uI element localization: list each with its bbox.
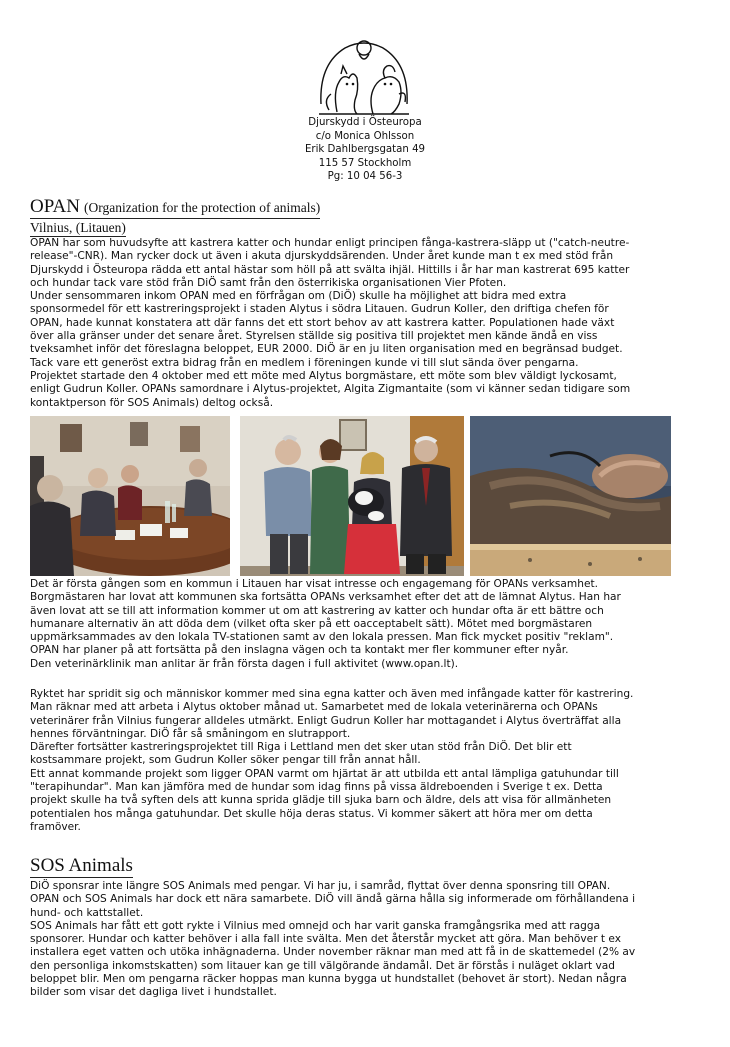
group-with-dog-photo [240,416,464,576]
text-line: kontaktperson för SOS Animals) deltog också. [30,396,274,409]
text-line: enligt Gudrun Koller. OPANs samordnare i Alytus-projektet, Algita Zigmantaite (som vi känner sedan tidigare som [30,383,631,396]
opan-paragraph-1 [30,237,702,410]
text-line: OPAN har som huvudsyfte att kastrera katter och hundar enligt principen fånga-kastrera-släpp ut ("catch-neutre- [30,237,630,249]
letterhead-line: Erik Dahlbergsgatan 49 [304,144,426,156]
text-line: framöver. [30,820,81,833]
text-line: installera eget vatten och utöka inhägnaderna. Under november räknar man med att få in de skattemedel (2% av [30,946,636,959]
text-line: Djurskydd i Östeuropa rädda ett antal hästar som höll på att svälta ihjäl. Hittills i år har man kastrerat 695 katter [30,263,630,276]
sos-paragraph-1 [30,880,702,1000]
text-line: projekt skulle ha två syften dels att kunna sprida glädje till sjuka barn och äldre, dels att visa för allmänheten [30,794,612,807]
opan-subtitle: (Organization for the protection of animals) [84,200,321,215]
text-line: tveksamhet inför det föreslagna beloppet, EUR 2000. DiÖ är en ju liten organisation med en begränsad budget. [30,343,623,356]
letterhead-address [250,116,480,184]
sos-title: SOS Animals [30,855,133,876]
text-line: uppmärksammades av den lokala TV-stationen samt av den lokala pressen. Man fick mycket positiv "reklam". [30,631,614,644]
text-line: potentialen hos många gatuhundar. Det skulle höja deras status. Vi kommer säkert att höra mer om detta [30,807,593,820]
text-line: "terapihundar". Man kan jämföra med de hundar som idag finns på vissa äldreboenden i Sverige t ex. Detta [30,781,603,794]
text-line: sponsormedel för ett kastreringsprojekt i staden Alytus i södra Litauen. Gudrun Koller, den driftiga chefen för [30,303,609,316]
opan-paragraph-2 [30,578,702,671]
text-line: veterinärer från Vilnius fungerar alldeles utmärkt. Enligt Gudrun Koller har mottagandet i Alytus överträffat alla [30,714,622,727]
text-line: humanare alternativ än att döda dem (vilket ofta sker på ett oacceptabelt sätt). Mötet med borgmästaren [30,617,593,630]
text-line: release"-CNR). Man rycker dock ut även i akuta djurskyddsärenden. Under året kunde man t ex med stöd från [30,250,614,263]
text-line: Tack vare ett generöst extra bidrag från en medlem i föreningen kunde vi till slut sända över pengarna. [30,356,579,369]
opan-heading [30,197,320,219]
sos-heading [30,856,133,878]
cat-and-dog-logo-icon [315,34,413,118]
text-line: Under sensommaren inkom OPAN med en förfrågan om (DiÖ) skulle ha möjlighet att bidra med extra [30,290,567,303]
text-line: kostsammare projekt, som Gudrun Koller söker pengar till från annat håll. [30,754,421,767]
text-line: DiÖ sponsrar inte längre SOS Animals med pengar. Vi har ju, i samråd, flyttat över denna sponsring till OPAN. [30,880,611,892]
text-line: och hundar tack vare stöd från DiÖ samt från den österrikiska organisationen Vier Pfoten. [30,276,507,289]
text-line: sponsorer. Hundar och katter behöver i alla fall inte svälta. Men det återstår mycket att göra. Man behöver t ex [30,933,622,946]
text-line: över alla gränser under det senare året. Styrelsen ställde sig positiva till projektet men kände ändå en viss [30,330,598,343]
text-line: Därefter fortsätter kastreringsprojektet till Riga i Lettland men det sker utan stöd från DiÖ. Det blir ett [30,741,572,754]
text-line: hund- och kattstallet. [30,906,144,919]
text-line: även lovat att se till att information kommer ut om att kastrering av katter och hundar ofta är ett bättre och [30,604,604,617]
text-line: Ett annat kommande projekt som ligger OPAN varmt om hjärtat är att utbilda ett antal lämpliga gatuhundar till [30,767,619,780]
opan-title: OPAN [30,196,80,217]
letterhead-line: 115 57 Stockholm [318,157,412,169]
text-line: OPAN och SOS Animals har dock ett nära samarbete. DiÖ vill ändå gärna hålla sig informerade om förhållandena i [30,893,636,906]
text-line: OPAN har planer på att fortsätta på den inslagna vägen och ta kontakt mer fler kommuner efter nyår. [30,644,569,657]
text-line: Det är första gången som en kommun i Litauen har visat intresse och engagemang för OPANs verksamhet. [30,578,598,590]
opan-paragraph-3 [30,688,702,834]
cat-closeup-photo [470,416,671,576]
text-line: Borgmästaren har lovat att kommunen ska fortsätta OPANs verksamhet efter det att de lämnat Alytus. Han har [30,591,621,604]
text-line: den personliga inkomstskatten) som litauer kan ge till välgörande ändamål. Det är förstås i nuläget oklart vad [30,959,616,972]
text-line: Man räknar med att arbeta i Alytus oktober månad ut. Samarbetet med de lokala veterinärerna och OPANs [30,701,598,714]
text-line: hennes förväntningar. DiÖ får så småningom en slutrapport. [30,727,351,740]
letterhead-line: Djurskydd i Östeuropa [308,117,422,128]
text-line: beloppet blir. Men om pengarna räcker hoppas man kunna bygga ut hundstallet (behovet är stort). Nedan några [30,973,627,986]
text-line: bilder som visar det dagliga livet i hundstallet. [30,986,277,999]
letterhead-line: Pg: 10 04 56-3 [327,171,403,183]
letterhead-line: c/o Monica Ohlsson [315,130,415,142]
meeting-photo [30,416,230,576]
text-line: Ryktet har spridit sig och människor kommer med sina egna katter och även med infångade katter för kastrering. [30,688,634,700]
opan-location: Vilnius, (Litauen) [30,220,126,235]
text-line: Projektet startade den 4 oktober med ett möte med Alytus borgmästare, ett möte som blev väldigt lyckosamt, [30,369,617,382]
text-line: Den veterinärklinik man anlitar är från första dagen i full aktivitet (www.opan.lt). [30,657,459,670]
text-line: SOS Animals har fått ett gott rykte i Vilnius med omnejd och har varit ganska framgångsrika med att ragga [30,919,601,932]
text-line: OPAN, hade kunnat konstatera att där fanns det ett stort behov av att kastrera katter. Populationen hade växt [30,316,615,329]
